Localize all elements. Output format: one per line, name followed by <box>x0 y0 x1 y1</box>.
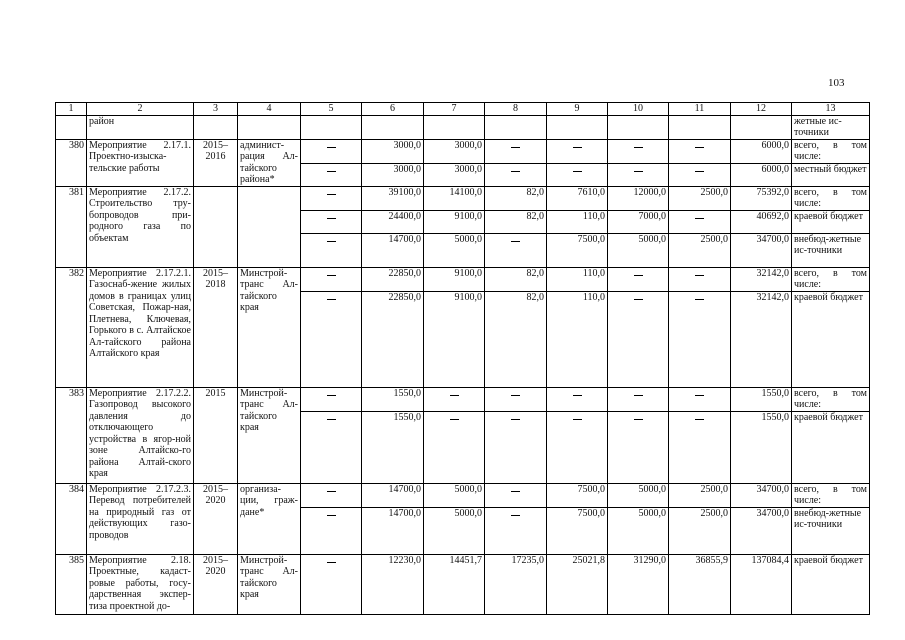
value-cell-c12: 6000,0 <box>731 139 792 163</box>
dash-mark <box>511 171 520 172</box>
value-cell-c12: 1550,0 <box>731 411 792 483</box>
value-cell-c7: 14100,0 <box>424 186 485 210</box>
value-cell-c7: 9100,0 <box>424 210 485 233</box>
record-period <box>194 186 238 267</box>
table-row <box>56 387 870 411</box>
value-cell-c7: 9100,0 <box>424 291 485 387</box>
value-cell-c8: 82,0 <box>485 186 547 210</box>
header-col-8: 8 <box>485 103 547 116</box>
value-cell-c6: 1550,0 <box>362 411 424 483</box>
value-cell-c5 <box>301 411 362 483</box>
value-cell-c11: 2500,0 <box>669 507 731 554</box>
header-col-5: 5 <box>301 103 362 116</box>
record-period: 2015–2016 <box>194 139 238 186</box>
dash-mark <box>327 241 336 242</box>
dash-mark <box>327 491 336 492</box>
record-period: 2015–2018 <box>194 267 238 387</box>
value-cell-c7: 14451,7 <box>424 554 485 614</box>
header-col-13: 13 <box>792 103 870 116</box>
value-cell-c6: 22850,0 <box>362 267 424 291</box>
value-cell-c10 <box>608 411 669 483</box>
value-cell-c11: 2500,0 <box>669 233 731 267</box>
dash-mark <box>450 419 459 420</box>
dash-mark <box>634 147 643 148</box>
value-cell-c6: 12230,0 <box>362 554 424 614</box>
value-cell-c5 <box>301 163 362 186</box>
record-executor: админист-рация Ал-тайского района* <box>238 139 301 186</box>
funding-source: всего, в том числе: <box>792 483 870 507</box>
value-cell-c7 <box>424 387 485 411</box>
header-row <box>56 103 870 116</box>
value-cell-c6: 24400,0 <box>362 210 424 233</box>
record-number: 384 <box>56 483 87 554</box>
dash-mark <box>327 171 336 172</box>
funding-source: всего, в том числе: <box>792 387 870 411</box>
dash-mark <box>634 171 643 172</box>
value-cell-c10: 12000,0 <box>608 186 669 210</box>
table-row <box>56 186 870 210</box>
record-name: Мероприятие 2.18. Проектные, кадаст-ровые работы, госу-дарственная экспер-тиза проектной до- <box>87 554 194 614</box>
dash-mark <box>573 171 582 172</box>
value-cell-c8: 82,0 <box>485 267 547 291</box>
value-cell-c8: 82,0 <box>485 291 547 387</box>
value-cell-c12: 34700,0 <box>731 507 792 554</box>
value-cell-c7: 3000,0 <box>424 139 485 163</box>
value-cell-c9 <box>547 139 608 163</box>
value-cell-c10: 5000,0 <box>608 233 669 267</box>
record-period: 2015 <box>194 387 238 483</box>
value-cell-c12: 1550,0 <box>731 387 792 411</box>
value-cell-c5 <box>301 507 362 554</box>
value-cell-c11: 36855,9 <box>669 554 731 614</box>
value-cell-c9 <box>547 163 608 186</box>
table-row <box>56 267 870 291</box>
dash-mark <box>511 241 520 242</box>
cont-name: район <box>87 115 194 139</box>
value-cell-c10 <box>608 291 669 387</box>
dash-mark <box>511 491 520 492</box>
dash-mark <box>511 395 520 396</box>
value-cell-c8 <box>485 233 547 267</box>
dash-mark <box>511 147 520 148</box>
value-cell-c5 <box>301 483 362 507</box>
value-cell-c6: 22850,0 <box>362 291 424 387</box>
dash-mark <box>327 275 336 276</box>
budget-table <box>55 102 870 615</box>
record-period: 2015–2020 <box>194 554 238 614</box>
dash-mark <box>327 194 336 195</box>
value-cell-c7 <box>424 411 485 483</box>
value-cell-c11 <box>669 210 731 233</box>
value-cell-c6: 3000,0 <box>362 163 424 186</box>
record-number: 381 <box>56 186 87 267</box>
value-cell-c12: 75392,0 <box>731 186 792 210</box>
value-cell-c6: 3000,0 <box>362 139 424 163</box>
value-cell-c6: 14700,0 <box>362 483 424 507</box>
header-col-9: 9 <box>547 103 608 116</box>
funding-source: всего, в том числе: <box>792 186 870 210</box>
value-cell-c8 <box>485 139 547 163</box>
record-executor: организа-ции, граж-дане* <box>238 483 301 554</box>
dash-mark <box>327 562 336 563</box>
value-cell-c9: 7500,0 <box>547 507 608 554</box>
dash-mark <box>634 419 643 420</box>
value-cell-c7: 5000,0 <box>424 483 485 507</box>
value-cell-c5 <box>301 139 362 163</box>
value-cell-c5 <box>301 291 362 387</box>
funding-source: внебюд-жетные ис-точники <box>792 233 870 267</box>
funding-source: краевой бюджет <box>792 554 870 614</box>
value-cell-c5 <box>301 210 362 233</box>
header-col-11: 11 <box>669 103 731 116</box>
dash-mark <box>634 395 643 396</box>
value-cell-c9: 110,0 <box>547 291 608 387</box>
value-cell-c9: 25021,8 <box>547 554 608 614</box>
value-cell-c11: 2500,0 <box>669 483 731 507</box>
value-cell-c11 <box>669 291 731 387</box>
dash-mark <box>327 147 336 148</box>
record-executor: Минстрой-транс Ал-тайского края <box>238 267 301 387</box>
table-row <box>56 554 870 614</box>
dash-mark <box>634 275 643 276</box>
dash-mark <box>327 299 336 300</box>
header-col-10: 10 <box>608 103 669 116</box>
dash-mark <box>634 299 643 300</box>
dash-mark <box>695 218 704 219</box>
funding-source: внебюд-жетные ис-точники <box>792 507 870 554</box>
dash-mark <box>695 419 704 420</box>
value-cell-c6: 1550,0 <box>362 387 424 411</box>
record-period: 2015–2020 <box>194 483 238 554</box>
value-cell-c9: 110,0 <box>547 267 608 291</box>
dash-mark <box>450 395 459 396</box>
funding-source: краевой бюджет <box>792 210 870 233</box>
record-name: Мероприятие 2.17.2.3. Перевод потребителей на природный газ от действующих газо-проводов <box>87 483 194 554</box>
record-executor: Минстрой-транс Ал-тайского края <box>238 387 301 483</box>
value-cell-c10: 5000,0 <box>608 507 669 554</box>
value-cell-c11 <box>669 387 731 411</box>
value-cell-c12: 32142,0 <box>731 267 792 291</box>
cont-source: жетные ис-точники <box>792 115 870 139</box>
value-cell-c12: 40692,0 <box>731 210 792 233</box>
funding-source: местный бюджет <box>792 163 870 186</box>
value-cell-c9 <box>547 387 608 411</box>
value-cell-c10 <box>608 139 669 163</box>
header-col-3: 3 <box>194 103 238 116</box>
dash-mark <box>511 515 520 516</box>
page-number: 103 <box>828 77 845 89</box>
dash-mark <box>695 147 704 148</box>
header-col-4: 4 <box>238 103 301 116</box>
value-cell-c11 <box>669 411 731 483</box>
record-name: Мероприятие 2.17.2.2. Газопровод высокого давления до отключающего устройства в ягор-ной зоне Алтайско-го района Алтай-ского края <box>87 387 194 483</box>
value-cell-c8: 17235,0 <box>485 554 547 614</box>
funding-source: всего, в том числе: <box>792 267 870 291</box>
value-cell-c7: 5000,0 <box>424 233 485 267</box>
value-cell-c9: 7500,0 <box>547 233 608 267</box>
dash-mark <box>327 419 336 420</box>
dash-mark <box>327 395 336 396</box>
header-col-7: 7 <box>424 103 485 116</box>
header-col-1: 1 <box>56 103 87 116</box>
value-cell-c11 <box>669 139 731 163</box>
funding-source: краевой бюджет <box>792 411 870 483</box>
value-cell-c5 <box>301 186 362 210</box>
header-col-6: 6 <box>362 103 424 116</box>
value-cell-c12: 6000,0 <box>731 163 792 186</box>
record-number: 385 <box>56 554 87 614</box>
value-cell-c10: 5000,0 <box>608 483 669 507</box>
value-cell-c7: 3000,0 <box>424 163 485 186</box>
value-cell-c9: 7500,0 <box>547 483 608 507</box>
value-cell-c9 <box>547 411 608 483</box>
funding-source: всего, в том числе: <box>792 139 870 163</box>
value-cell-c8: 82,0 <box>485 210 547 233</box>
record-number: 380 <box>56 139 87 186</box>
record-number: 383 <box>56 387 87 483</box>
dash-mark <box>327 515 336 516</box>
record-number: 382 <box>56 267 87 387</box>
dash-mark <box>511 419 520 420</box>
value-cell-c12: 34700,0 <box>731 233 792 267</box>
value-cell-c9: 110,0 <box>547 210 608 233</box>
value-cell-c7: 5000,0 <box>424 507 485 554</box>
value-cell-c6: 14700,0 <box>362 507 424 554</box>
funding-source: краевой бюджет <box>792 291 870 387</box>
value-cell-c5 <box>301 267 362 291</box>
value-cell-c8 <box>485 163 547 186</box>
value-cell-c12: 32142,0 <box>731 291 792 387</box>
table-body <box>56 115 870 614</box>
header-col-12: 12 <box>731 103 792 116</box>
dash-mark <box>573 147 582 148</box>
value-cell-c6: 14700,0 <box>362 233 424 267</box>
dash-mark <box>695 171 704 172</box>
value-cell-c8 <box>485 483 547 507</box>
value-cell-c8 <box>485 387 547 411</box>
table-row <box>56 483 870 507</box>
value-cell-c6: 39100,0 <box>362 186 424 210</box>
dash-mark <box>573 419 582 420</box>
value-cell-c5 <box>301 387 362 411</box>
value-cell-c10 <box>608 387 669 411</box>
dash-mark <box>695 299 704 300</box>
value-cell-c11 <box>669 163 731 186</box>
dash-mark <box>327 218 336 219</box>
value-cell-c12: 34700,0 <box>731 483 792 507</box>
record-name: Мероприятие 2.17.2.1. Газоснаб-жение жилых домов в границах улиц Советская, Пожар-ная, Плетнева, Ключевая, Горького в с. Алтайское Ал-тайского района Алтайского края <box>87 267 194 387</box>
record-name: Мероприятие 2.17.2. Строительство тру-бопроводов при-родного газа по объектам <box>87 186 194 267</box>
record-executor: Минстрой-транс Ал-тайского края <box>238 554 301 614</box>
value-cell-c9: 7610,0 <box>547 186 608 210</box>
continuation-row <box>56 115 870 139</box>
value-cell-c5 <box>301 233 362 267</box>
value-cell-c11 <box>669 267 731 291</box>
dash-mark <box>695 275 704 276</box>
table-row <box>56 139 870 163</box>
value-cell-c5 <box>301 554 362 614</box>
value-cell-c12: 137084,4 <box>731 554 792 614</box>
record-executor <box>238 186 301 267</box>
value-cell-c10 <box>608 267 669 291</box>
dash-mark <box>695 395 704 396</box>
value-cell-c8 <box>485 411 547 483</box>
value-cell-c10 <box>608 163 669 186</box>
record-name: Мероприятие 2.17.1. Проектно-изыска-тельские работы <box>87 139 194 186</box>
value-cell-c7: 9100,0 <box>424 267 485 291</box>
value-cell-c11: 2500,0 <box>669 186 731 210</box>
value-cell-c10: 7000,0 <box>608 210 669 233</box>
value-cell-c8 <box>485 507 547 554</box>
header-col-2: 2 <box>87 103 194 116</box>
dash-mark <box>573 395 582 396</box>
value-cell-c10: 31290,0 <box>608 554 669 614</box>
